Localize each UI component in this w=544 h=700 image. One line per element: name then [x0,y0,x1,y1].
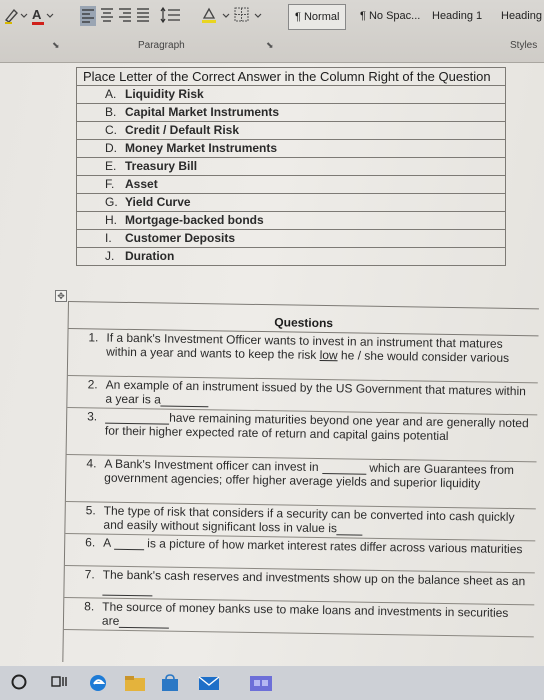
answer-table-header[interactable]: Place Letter of the Correct Answer in the Column Right of the Question [77,68,506,86]
style-heading-2[interactable]: Heading [501,10,542,22]
option-letter: B. [105,105,117,119]
store-icon[interactable] [160,673,180,698]
mail-icon[interactable] [198,673,220,698]
answer-option-row [77,104,506,122]
option-letter: C. [105,123,117,137]
answer-option-row [77,176,506,194]
question-text: If a bank's Investment Officer wants to invest in an instrument that matures within a year and wants to keep the risk [106,330,503,362]
question-number: 4. [86,456,97,471]
option-text: Mortgage-backed bonds [125,213,264,227]
questions-table [62,301,539,669]
option-text: Yield Curve [125,195,191,209]
question-row[interactable] [66,455,537,509]
question-text: have remaining maturities beyond one year and are generally noted for their higher expected rate of return and capital gains potential [104,410,529,443]
answer-options-table [76,67,506,266]
option-text: Capital Market Instruments [125,105,280,119]
windows-taskbar [0,666,544,700]
question-underlined-word: low [319,347,338,363]
paragraph-group-label: Paragraph [138,40,185,51]
question-text: A [103,535,115,550]
dialog-launcher-icon[interactable]: ⬊ [266,40,274,50]
option-letter: I. [105,231,112,245]
task-view-icon[interactable] [50,673,68,696]
question-text: he / she would consider various [337,348,510,365]
document-page[interactable] [0,63,544,666]
option-text: Credit / Default Risk [125,123,240,137]
answer-option-cell[interactable] [77,104,506,122]
edge-browser-icon[interactable] [88,673,108,698]
app-icon[interactable] [248,673,274,698]
answer-blank[interactable] [114,549,144,550]
align-left-icon[interactable] [80,6,96,26]
answer-blank[interactable] [161,405,209,407]
align-right-icon[interactable] [118,6,132,24]
answer-option-row [77,158,506,176]
question-row[interactable] [68,329,539,383]
question-number: 5. [85,503,96,518]
option-letter: J. [105,249,115,263]
ribbon [0,0,544,63]
option-letter: E. [105,159,117,173]
style-normal[interactable]: ¶ Normal [288,4,346,30]
question-text: An example of an instrument issued by the US Government that matures within a year is a [105,377,526,407]
question-text: The type of risk that considers if a security can be converted into cash quickly and easily without significant loss in value is [103,503,515,536]
answer-option-cell[interactable] [77,140,506,158]
answer-option-row [77,140,506,158]
answer-option-row [77,212,506,230]
option-text: Liquidity Risk [125,87,204,101]
option-text: Duration [125,249,175,263]
dialog-launcher-icon[interactable]: ⬊ [52,40,60,50]
answer-option-cell[interactable] [77,176,506,194]
question-text: A Bank's Investment officer can invest in [104,456,323,475]
align-center-icon[interactable] [100,6,114,24]
question-number: 6. [85,535,96,550]
question-text: which are Guarantees from government agencies; offer higher average yields and superior liquidity [104,460,515,491]
answer-option-row [77,122,506,140]
option-text: Money Market Instruments [125,141,278,155]
answer-blank[interactable] [337,534,363,535]
option-letter: A. [105,87,117,101]
answer-option-row [77,230,506,248]
question-text: The source of money banks use to make loans and investments in securities are [101,599,509,628]
style-no-spacing[interactable]: ¶ No Spac... [360,10,421,22]
answer-table-header-row [77,68,506,86]
option-text: Asset [125,177,158,191]
question-number: 2. [87,377,98,392]
question-number: 7. [84,567,95,582]
file-explorer-icon[interactable] [124,673,146,698]
answer-blank[interactable] [102,595,152,597]
font-color-bar [32,22,44,25]
question-text: The bank's cash reserves and investments show up on the balance sheet as an [102,567,526,589]
answer-option-cell[interactable] [77,248,506,266]
answer-option-row [77,194,506,212]
answer-option-cell[interactable] [77,86,506,104]
style-heading-1[interactable]: Heading 1 [432,10,483,22]
answer-option-row [77,248,506,266]
dropdown-arrow-icon[interactable] [20,6,28,24]
answer-option-cell[interactable] [77,194,506,212]
answer-option-row [77,86,506,104]
styles-group-label: Styles [510,40,538,51]
option-letter: D. [105,141,117,155]
option-text: Customer Deposits [125,231,236,245]
font-color-glyph: A [32,7,42,22]
question-number: 3. [87,409,98,424]
line-spacing-icon[interactable] [160,6,182,24]
question-row[interactable] [64,598,534,637]
highlighter-icon[interactable] [4,6,20,24]
question-number: 8. [84,599,95,614]
dropdown-arrow-icon[interactable] [46,6,54,24]
answer-option-cell[interactable] [77,230,506,248]
font-color-icon[interactable] [32,6,41,24]
question-row[interactable] [67,408,538,462]
answer-option-cell[interactable] [77,122,506,140]
option-letter: H. [105,213,117,227]
questions-header[interactable]: Questions [69,302,539,336]
answer-option-cell[interactable] [77,212,506,230]
table-move-handle-icon[interactable]: ✥ [55,290,67,302]
dropdown-arrow-icon[interactable] [254,6,262,24]
shading-icon[interactable] [200,6,218,24]
dropdown-arrow-icon[interactable] [222,6,230,24]
question-text: is a picture of how market interest rates differ across various maturities [143,536,523,557]
answer-option-cell[interactable] [77,158,506,176]
borders-icon[interactable] [234,6,250,24]
question-number: 1. [88,330,99,345]
option-letter: G. [105,195,118,209]
justify-icon[interactable] [136,6,150,24]
option-text: Treasury Bill [125,159,198,173]
ribbon-toolbar-row [0,4,544,28]
answer-blank[interactable] [119,627,169,629]
cortana-icon[interactable] [10,673,28,696]
option-letter: F. [105,177,115,191]
